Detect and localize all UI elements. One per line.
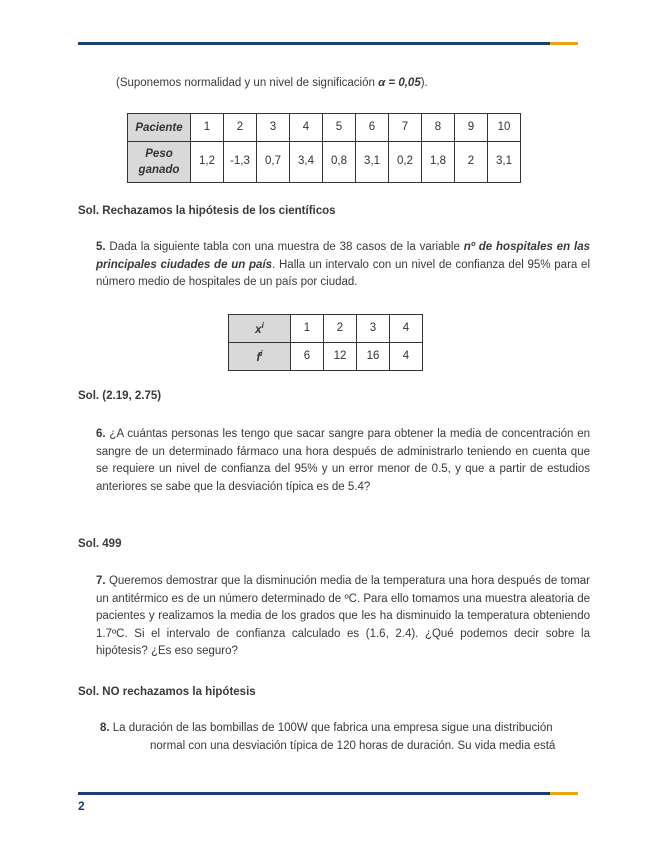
patient-cell: 4 <box>290 114 323 142</box>
patient-cell: 6 <box>356 114 389 142</box>
patient-cell: 10 <box>488 114 521 142</box>
weight-cell: 2 <box>455 142 488 183</box>
weight-cell: 0,2 <box>389 142 422 183</box>
x-cell: 3 <box>357 315 390 343</box>
bottom-rule-blue <box>78 792 550 795</box>
patient-cell: 3 <box>257 114 290 142</box>
exercise-5: 5. Dada la siguiente tabla con una muestra de 38 casos de la variable nº de hospitales en las principales ciudades de un país. Halla un intervalo con un nivel de confianza del 95% para el número medio de hospitales de un país por ciudad. <box>96 241 590 288</box>
intro-line: (Suponemos normalidad y un nivel de significación α = 0,05). <box>116 77 428 89</box>
top-rule-gold <box>550 42 578 45</box>
weight-header: Peso ganado <box>128 142 191 183</box>
solution-5: Sol. (2.19, 2.75) <box>78 390 162 402</box>
f-cell: 16 <box>357 343 390 371</box>
bottom-rule <box>78 792 578 795</box>
exercise-7: 7. Queremos demostrar que la disminución media de la temperatura una hora después de tomar un antitérmico es de un número determinado de ºC. Para ello tomamos una muestra aleatoria de pacientes y realizamos la media de los grados que les ha disminuido la temperatura obteniendo 1.7ºC. Si el intervalo de confianza calculado es (1.6, 2.4). ¿Qué podemos decir sobre la hipótesis? ¿Es eso seguro? <box>96 575 590 657</box>
x-cell: 2 <box>324 315 357 343</box>
x-cell: 4 <box>390 315 423 343</box>
weight-cell: 1,8 <box>422 142 455 183</box>
exercise-6: 6. ¿A cuántas personas les tengo que sacar sangre para obtener la media de concentración en sangre de un determinado fármaco una hora después de administrarlo teniendo en cuenta que se requiere un nivel de confianza del 95% y un error menor de 0.5, y que a partir de estudios anteriores se sabe que la desviación típica es de 5.4? <box>96 428 590 493</box>
exercise-8-line-2: normal con una desviación típica de 120 horas de duración. Su vida media está <box>150 740 556 752</box>
weight-cell: 3,1 <box>356 142 389 183</box>
patient-cell: 2 <box>224 114 257 142</box>
weight-cell: 3,4 <box>290 142 323 183</box>
exercise-8-line-1: 8. La duración de las bombillas de 100W que fabrica una empresa sigue una distribución <box>100 722 553 734</box>
frequency-table <box>228 314 423 371</box>
f-cell: 6 <box>291 343 324 371</box>
weight-cell: -1,3 <box>224 142 257 183</box>
top-rule <box>78 42 578 45</box>
patient-cell: 7 <box>389 114 422 142</box>
weight-cell: 0,7 <box>257 142 290 183</box>
solution-6: Sol. 499 <box>78 538 122 550</box>
page-number: 2 <box>78 799 85 813</box>
patient-header: Paciente <box>128 114 191 142</box>
patient-cell: 5 <box>323 114 356 142</box>
xi-header: $x^i$ <box>229 315 291 343</box>
fi-header: $f^i$ <box>229 343 291 371</box>
bottom-rule-gold <box>550 792 578 795</box>
patient-cell: 8 <box>422 114 455 142</box>
patient-cell: 9 <box>455 114 488 142</box>
f-cell: 12 <box>324 343 357 371</box>
solution-4: Sol. Rechazamos la hipótesis de los científicos <box>78 205 336 217</box>
solution-7: Sol. NO rechazamos la hipótesis <box>78 686 256 698</box>
patient-cell: 1 <box>191 114 224 142</box>
weight-cell: 0,8 <box>323 142 356 183</box>
weight-gain-table <box>127 113 521 183</box>
top-rule-blue <box>78 42 550 45</box>
x-cell: 1 <box>291 315 324 343</box>
weight-cell: 1,2 <box>191 142 224 183</box>
weight-cell: 3,1 <box>488 142 521 183</box>
f-cell: 4 <box>390 343 423 371</box>
alpha-value: α = 0,05 <box>378 77 421 89</box>
